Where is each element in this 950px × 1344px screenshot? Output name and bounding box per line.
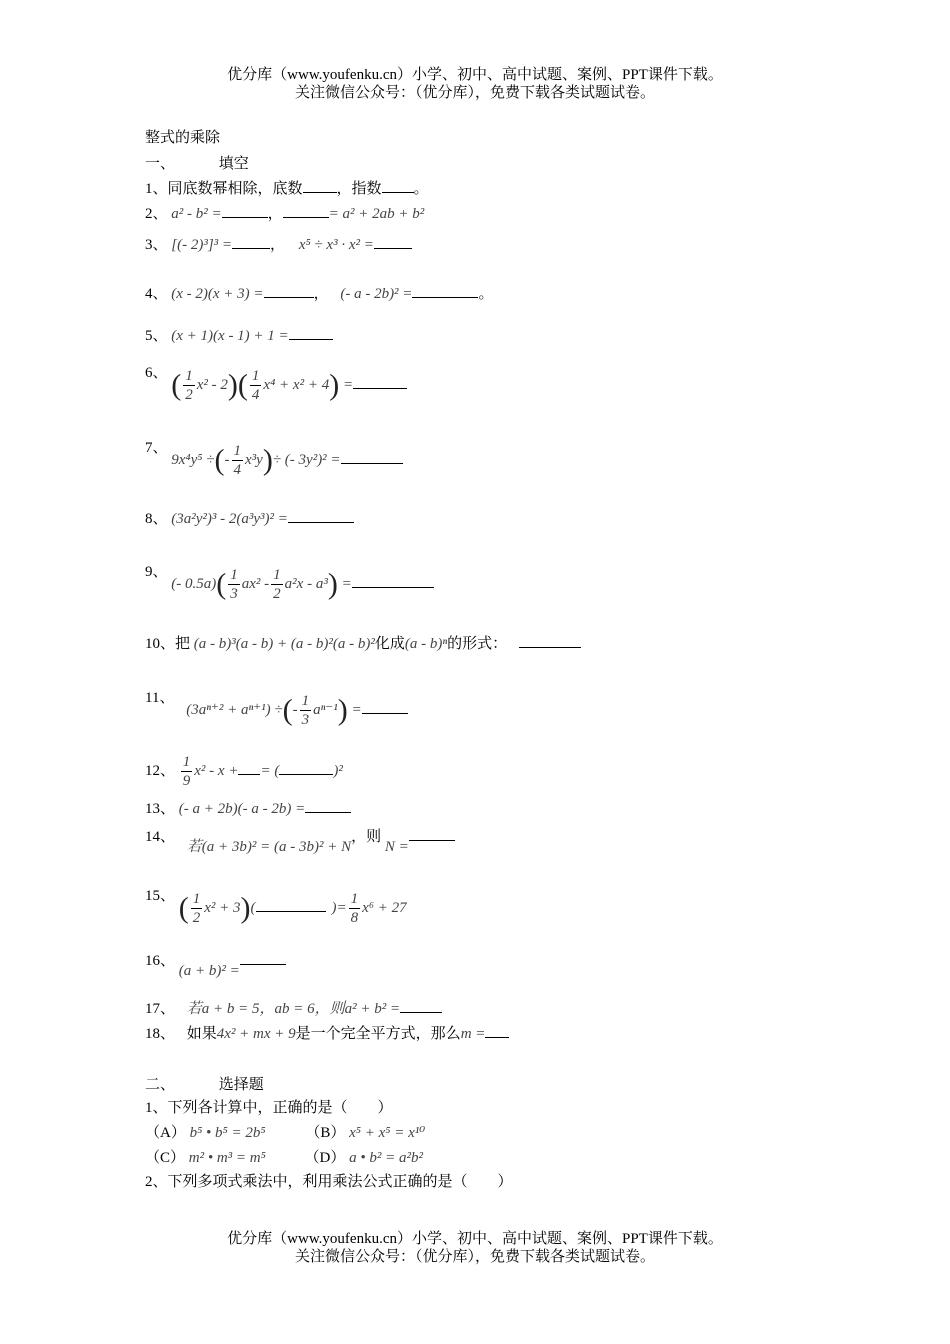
question-number: 13、 [145,801,176,817]
option-c-expression: m² • m³ = m⁵ [188,1150,266,1166]
fraction: $\frac{1}{4}$ [251,368,260,404]
fraction: $\frac{1}{2}$ [273,567,281,603]
question-text: 把 [175,636,191,652]
question-number: 2、 [145,206,168,222]
math-expression: (3aⁿ⁺² + aⁿ⁺¹) ÷ [186,702,283,718]
math-expression: (x + 1)(x - 1) + 1 = [171,328,289,344]
question-number: 6、 [145,365,168,381]
minus-sign: - [292,702,298,718]
question-number: 1、 [145,181,168,197]
option-d-label[interactable]: （D） [304,1150,346,1166]
answer-blank[interactable] [519,633,581,648]
fraction: $\frac{1}{8}$ [350,891,359,927]
minus-sign: - [224,452,230,468]
question-4 [145,283,493,304]
question-number: 10、 [145,636,176,652]
math-expression: x⁴ + x² + 4 [263,377,330,393]
math-expression: (a - b)³(a - b) + (a - b)²(a - b)² [193,636,375,652]
math-expression: x⁶ + 27 [362,900,407,916]
math-expression: ) [331,900,337,916]
fraction: $\frac{1}{4}$ [233,443,241,479]
option-b-label[interactable]: （B） [305,1125,346,1141]
page-header [0,66,950,102]
answer-blank[interactable] [382,178,414,193]
math-expression: [(- 2)³]³ = [171,237,233,253]
choice-question-1: 1、下列各计算中，正确的是（ ） [145,1100,393,1116]
question-number: 4、 [145,286,168,302]
option-a-expression: b⁵ • b⁵ = 2b⁵ [189,1125,266,1141]
math-expression: = a² + 2ab + b² [328,206,425,222]
equals-sign: = [341,576,352,592]
fraction: $\frac{1}{3}$ [301,693,310,729]
math-expression: (- 0.5a) [171,576,217,592]
math-expression: x⁵ ÷ x³ · x² = [298,237,374,253]
answer-blank[interactable] [409,826,455,841]
question-number: 18、 [145,1026,176,1042]
answer-blank[interactable] [400,998,442,1013]
answer-blank[interactable] [352,573,434,588]
question-16 [145,950,286,979]
question-text: 化成 [374,636,405,652]
math-expression: (a + b)² = [178,963,240,979]
math-expression: )² [333,763,343,779]
footer-line-1: 优分库（www.youfenku.cn）小学、初中、高中试题、案例、PPT课件下载。 [227,1231,723,1247]
answer-blank[interactable] [412,283,478,298]
math-expression: 9x⁴y⁵ ÷ [171,452,215,468]
header-line-1: 优分库（www.youfenku.cn）小学、初中、高中试题、案例、PPT课件下载。 [227,67,723,83]
math-expression: (3a²y²)³ - 2(a³y³)² = [171,511,288,527]
question-15: 15、 ( $\frac{1}{2}$ x² + 3)( )= $\frac{1}{8}$ x⁶ + 27 [145,888,407,927]
question-number: 3、 [145,237,168,253]
answer-blank[interactable] [341,449,403,464]
option-b-expression: x⁵ + x⁵ = x¹⁰ [349,1125,426,1141]
math-expression: 4x² + mx + 9 [216,1026,296,1042]
math-expression: ÷ (- 3y²)² = [272,452,341,468]
question-number: 5、 [145,328,168,344]
math-expression: (x - 2)(x + 3) = [171,286,264,302]
question-14 [145,826,455,855]
math-expression: 若(a + 3b)² = (a - 3b)² + N [186,839,352,855]
math-expression: x³y [245,452,263,468]
answer-blank[interactable] [222,203,268,218]
footer-line-2: 关注微信公众号：（优分库），免费下载各类试题试卷。 [294,1249,655,1265]
separator: ，则 [351,829,382,845]
question-text: 。 [413,181,429,197]
answer-blank[interactable] [232,234,270,249]
choice-question-2: 2、下列多项式乘法中，利用乘法公式正确的是（ ） [145,1174,513,1190]
question-number: 7、 [145,440,168,456]
question-number: 11、 [145,690,175,706]
math-expression: m = [460,1026,486,1042]
math-expression: ax² - [241,576,270,592]
answer-blank[interactable] [256,897,326,912]
question-1 [145,178,429,199]
choice-options-row-1 [145,1123,425,1143]
question-number: 16、 [145,953,176,969]
math-expression: = ( [260,763,280,779]
answer-blank[interactable] [238,760,260,775]
question-number: 17、 [145,1001,176,1017]
question-17 [145,998,442,1019]
separator: 。 [478,286,494,302]
math-expression: x² - 2 [196,377,228,393]
separator: ， [270,237,286,253]
answer-blank[interactable] [353,374,407,389]
question-9: 9、 (- 0.5a)( $\frac{1}{3}$ ax² - $\frac{1}{2}$ a²x - a³) = [145,562,434,606]
question-number: 12、 [145,763,176,779]
question-number: 9、 [145,564,168,580]
answer-blank[interactable] [289,325,333,340]
option-d-expression: a • b² = a²b² [349,1150,423,1166]
question-text: ，指数 [336,181,382,197]
question-number: 15、 [145,888,176,904]
separator: ， [267,206,283,222]
question-text: 如果 [186,1026,217,1042]
question-number: 14、 [145,829,176,845]
equals-sign: = [342,377,354,393]
answer-blank[interactable] [283,203,329,218]
worksheet-title: 整式的乘除 [145,130,221,146]
fraction: $\frac{1}{3}$ [230,567,238,603]
answer-blank[interactable] [264,283,314,298]
equals-sign: = [351,702,362,718]
section-multiple-choice [145,1073,264,1094]
math-expression: (- a + 2b)(- a - 2b) = [178,801,306,817]
section-label: 填空 [218,156,249,172]
section-fill-blank [145,152,249,173]
answer-blank[interactable] [485,1023,509,1038]
answer-blank[interactable] [303,178,337,193]
math-expression: x² - x + [194,763,239,779]
math-expression: aⁿ⁻¹ [313,702,338,718]
section-number: 一、 [145,156,176,172]
question-2 [145,203,424,224]
answer-blank[interactable] [288,508,354,523]
question-7: 7、 9x⁴y⁵ ÷(- $\frac{1}{4}$ x³y)÷ (- 3y²)² = [145,438,403,482]
option-c-label[interactable]: （C） [145,1150,186,1166]
section-number: 二、 [145,1077,176,1093]
question-number: 8、 [145,511,168,527]
separator: ， [313,286,329,302]
fraction: $\frac{1}{2}$ [185,368,193,404]
question-3 [145,234,412,255]
math-expression: (a - b)ⁿ [404,636,448,652]
math-expression: (- a - 2b)² = [340,286,413,302]
question-8 [145,508,354,529]
option-a-label[interactable]: （A） [145,1125,186,1141]
math-expression: ( [250,900,256,916]
choice-options-row-2 [145,1148,423,1168]
header-line-2: 关注微信公众号：（优分库），免费下载各类试题试卷。 [294,85,655,101]
section-label: 选择题 [218,1077,264,1093]
question-18 [145,1023,509,1044]
question-12 [145,752,343,790]
question-6: 6、 ( $\frac{1}{2}$ x² - 2)( $\frac{1}{4}$ x⁴ + x² + 4) = [145,363,407,407]
question-text: 同底数幂相除，底数 [167,181,303,197]
fraction: $\frac{1}{2}$ [192,891,201,927]
fraction: $\frac{1}{9}$ [182,754,191,790]
math-expression: N = [384,839,409,855]
answer-blank[interactable] [374,234,412,249]
question-text: 是一个完全平方式，那么 [295,1026,461,1042]
math-expression: a² - b² = [171,206,222,222]
answer-blank[interactable] [305,798,351,813]
question-13 [145,798,351,819]
question-10 [145,633,581,654]
math-expression: 若a + b = 5，ab = 6，则a² + b² = [186,1001,401,1017]
answer-blank[interactable] [279,760,333,775]
math-expression: a²x - a³ [284,576,328,592]
question-11: 11、 (3aⁿ⁺² + aⁿ⁺¹) ÷(- $\frac{1}{3}$ aⁿ⁻¹) = [145,688,408,732]
equals-sign: = [336,900,347,916]
question-text: 的形式： [447,636,508,652]
question-5 [145,325,333,346]
math-expression: x² + 3 [204,900,241,916]
answer-blank[interactable] [362,699,408,714]
page-footer [0,1230,950,1266]
answer-blank[interactable] [240,950,286,965]
